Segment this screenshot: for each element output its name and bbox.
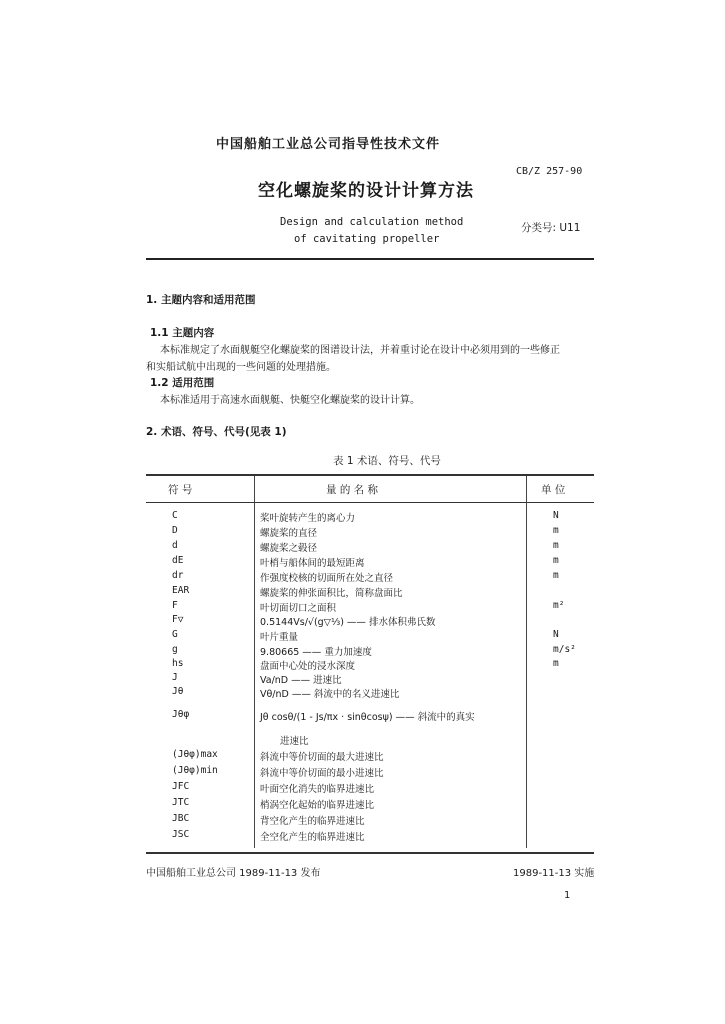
table-row-name: 螺旋桨之毂径	[260, 543, 318, 554]
table-row-name: 斜流中等价切面的最大进速比	[260, 752, 384, 763]
table-row-name: 桨叶旋转产生的离心力	[260, 513, 356, 524]
table-row-name: Vθ/nD —— 斜流中的名义进速比	[260, 689, 400, 700]
classification-number: 分类号: U11	[521, 222, 581, 234]
table-row-symbol: F▽	[172, 614, 184, 625]
table-row-symbol: dr	[172, 570, 184, 581]
table-row-symbol: JSC	[172, 829, 190, 840]
table-row-symbol: J	[172, 672, 178, 683]
table-row-unit: m	[553, 555, 559, 566]
effective-date: 1989-11-13 实施	[513, 868, 595, 879]
table-row-name: 叶片重量	[260, 632, 299, 643]
table-row-name: 背空化产生的临界进速比	[260, 816, 365, 827]
table-row-symbol: JFC	[172, 781, 190, 792]
table-row-unit: m²	[553, 600, 565, 611]
issue-date: 中国船舶工业总公司 1989-11-13 发布	[146, 868, 321, 879]
english-title-line-1: Design and calculation method	[280, 216, 464, 228]
table-caption: 表 1 术语、符号、代号	[333, 455, 441, 467]
table-row-symbol: JTC	[172, 797, 190, 808]
table-row-name: 斜流中等价切面的最小进速比	[260, 768, 384, 779]
table-row-name: 9.80665 —— 重力加速度	[260, 647, 372, 658]
organization-header: 中国船舶工业总公司指导性技术文件	[216, 137, 441, 152]
table-row-unit: m	[553, 540, 559, 551]
column-header-unit: 单 位	[541, 484, 566, 496]
table-row-symbol: Jθφ	[172, 709, 190, 720]
table-row-name: 梢涡空化起始的临界进速比	[260, 800, 375, 811]
table-column-divider-2	[526, 476, 527, 848]
table-row-symbol: F	[172, 600, 178, 611]
column-header-symbol: 符 号	[168, 484, 193, 496]
table-row-unit: m	[553, 525, 559, 536]
section-1-1-heading: 1.1 主题内容	[150, 327, 215, 339]
table-row-name: Va/nD —— 进速比	[260, 675, 342, 686]
page-number: 1	[564, 890, 571, 901]
english-title-line-2: of cavitating propeller	[294, 233, 440, 245]
table-row-symbol: D	[172, 525, 178, 536]
table-row-symbol: g	[172, 644, 178, 655]
table-row-name: 叶面空化消失的临界进速比	[260, 784, 375, 795]
table-column-divider-1	[254, 476, 255, 848]
section-1-1-text-line-2: 和实船试航中出现的一些问题的处理措施。	[146, 362, 336, 373]
table-row-unit: N	[553, 629, 559, 640]
table-row-name: 全空化产生的临界进速比	[260, 832, 365, 843]
table-row-symbol: dE	[172, 555, 184, 566]
table-row-name: 叶梢与船体间的最短距离	[260, 558, 365, 569]
section-2-heading: 2. 术语、符号、代号(见表 1)	[146, 426, 287, 438]
footer-divider	[146, 852, 594, 854]
table-row-unit: m	[553, 658, 559, 669]
table-row-unit: N	[553, 510, 559, 521]
table-row-symbol: JBC	[172, 813, 190, 824]
section-1-2-text: 本标准适用于高速水面舰艇、快艇空化螺旋桨的设计计算。	[160, 395, 420, 406]
table-row-name: 进速比	[280, 736, 309, 747]
standard-code: CB/Z 257-90	[516, 166, 583, 177]
section-1-1-text-line-1: 本标准规定了水面舰艇空化螺旋桨的图谱设计法，并着重讨论在设计中必须用到的一些修正	[160, 345, 560, 356]
table-row-name: 叶切面切口之面积	[260, 603, 337, 614]
table-row-name: Jθ cosθ/(1 - Js/πx · sinθcosψ) —— 斜流中的真实	[260, 712, 475, 723]
table-row-symbol: C	[172, 510, 178, 521]
table-row-symbol: (Jθφ)min	[172, 765, 218, 776]
section-1-heading: 1. 主题内容和适用范围	[146, 294, 256, 306]
table-row-symbol: Jθ	[172, 686, 184, 697]
header-divider	[146, 258, 594, 260]
table-row-symbol: G	[172, 629, 178, 640]
table-row-unit: m	[553, 570, 559, 581]
table-row-name: 盘面中心处的浸水深度	[260, 661, 356, 672]
table-row-symbol: (Jθφ)max	[172, 749, 218, 760]
table-row-name: 螺旋桨的伸张面积比，简称盘面比	[260, 588, 403, 599]
column-header-name: 量 的 名 称	[326, 484, 379, 496]
table-row-symbol: d	[172, 540, 178, 551]
table-row-name: 螺旋桨的直径	[260, 528, 318, 539]
table-row-unit: m/s²	[553, 644, 576, 655]
table-row-symbol: hs	[172, 658, 184, 669]
document-title: 空化螺旋桨的设计计算方法	[258, 181, 474, 201]
table-row-symbol: EAR	[172, 585, 190, 596]
section-1-2-heading: 1.2 适用范围	[150, 377, 215, 389]
table-row-name: 作强度校核的切面所在处之直径	[260, 573, 394, 584]
table-row-name: 0.5144Vs/√(g▽⅓) —— 排水体积弗氏数	[260, 617, 436, 628]
